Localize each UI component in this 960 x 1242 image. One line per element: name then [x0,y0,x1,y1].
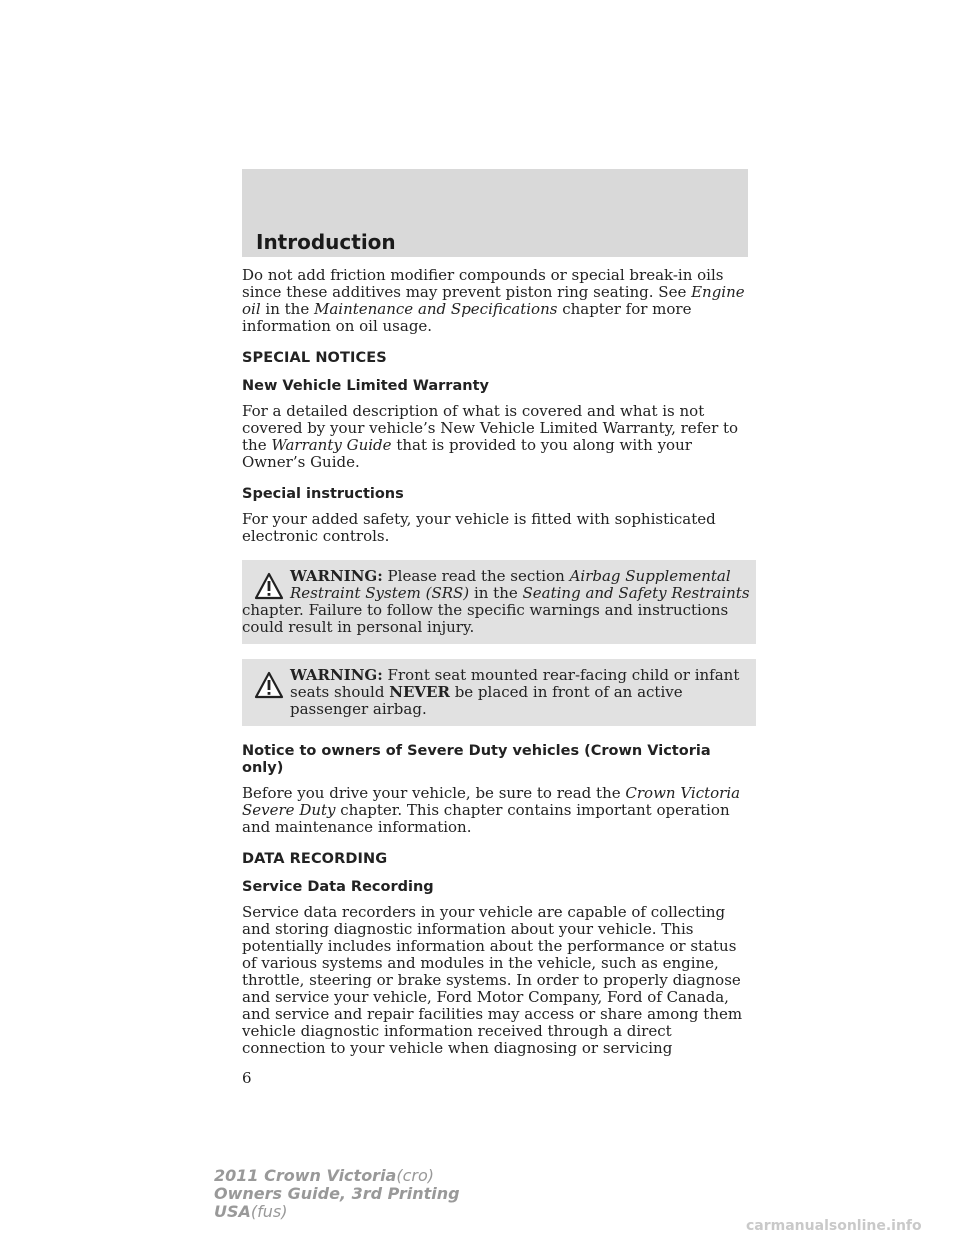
page-content [242,267,752,1057]
warning-text-c: chapter. Failure to follow the specific warnings and instructions could result in personal injury. [242,601,729,636]
severe-duty-heading: Notice to owners of Severe Duty vehicles (Crown Victoria only) [242,743,711,776]
never-emphasis: NEVER [389,683,450,701]
footer-printing: Owners Guide, 3rd Printing [214,1184,460,1203]
engine-oil-reference: Engine oil [242,283,745,318]
warranty-guide-reference: Warranty Guide [271,436,392,454]
footer-market: USA [214,1202,251,1221]
warning-box-airbag [242,560,756,644]
intro-text-c: chapter for more information on oil usage. [242,300,692,335]
severe-duty-chapter-reference: Crown Victoria Severe Duty [242,784,741,819]
severe-duty-text-b: chapter. This chapter contains important operation and maintenance information. [242,801,730,836]
seating-restraints-reference: Seating and Safety Restraints [522,584,750,602]
maintenance-chapter-reference: Maintenance and Specifications [313,300,558,318]
warranty-text-a: For a detailed description of what is covered and what is not covered by your vehicle’s New Vehicle Limited Warranty, refer to the [242,402,739,454]
warning-text-a: Please read the section [382,567,570,585]
warning-text-b: in the [469,584,523,602]
warning-text-child-seat [242,667,756,718]
special-instructions-heading: Special instructions [242,486,404,502]
page-number: 6 [242,1069,252,1087]
special-instructions-paragraph: For your added safety, your vehicle is fitted with sophisticated electronic controls. [242,510,716,545]
service-data-recording-heading: Service Data Recording [242,879,434,895]
warranty-text-b: that is provided to you along with your Owner’s Guide. [242,436,692,471]
service-data-paragraph: Service data recorders in your vehicle are capable of collecting and storing diagnostic information about your vehicle. This potentially includes information about the performance or status of various systems and modules in the vehicle, such as engine, throttle, steering or brake systems. In order to properly diagnose and service your vehicle, Ford Motor Company, Ford of Canada, and service and repair facilities may access or share among them vehicle diagnostic information received through a direct connection to your vehicle when diagnosing or servicing [242,903,743,1057]
footer-market-code: (fus) [250,1202,288,1221]
watermark: carmanualsonline.info [746,1218,922,1234]
warning-text-a: Front seat mounted rear-facing child or infant seats should [290,666,740,701]
warning-text-airbag [242,568,756,636]
warning-label: WARNING: [290,666,383,684]
special-notices-heading: SPECIAL NOTICES [242,350,387,366]
warning-label: WARNING: [290,567,383,585]
intro-text-b: in the [260,300,314,318]
warranty-paragraph [242,403,752,471]
intro-paragraph [242,267,752,335]
warning-triangle-icon [254,572,284,600]
page-title: Introduction [256,230,396,254]
severe-duty-paragraph [242,785,752,836]
print-footer [214,1167,460,1221]
warning-triangle-icon [254,671,284,699]
warning-box-child-seat [242,659,756,726]
severe-duty-text-a: Before you drive your vehicle, be sure to read the [242,784,626,802]
footer-model-code: (cro) [396,1166,435,1185]
warranty-heading: New Vehicle Limited Warranty [242,378,489,394]
footer-model: 2011 Crown Victoria [214,1166,397,1185]
data-recording-heading: DATA RECORDING [242,851,388,867]
intro-text-a: Do not add friction modifier compounds or special break-in oils since these additives may prevent piston ring seating. See [242,266,724,301]
warning-text-b: be placed in front of an active passenger airbag. [290,683,683,718]
airbag-srs-reference: Airbag Supplemental Restraint System (SRS) [290,567,731,602]
